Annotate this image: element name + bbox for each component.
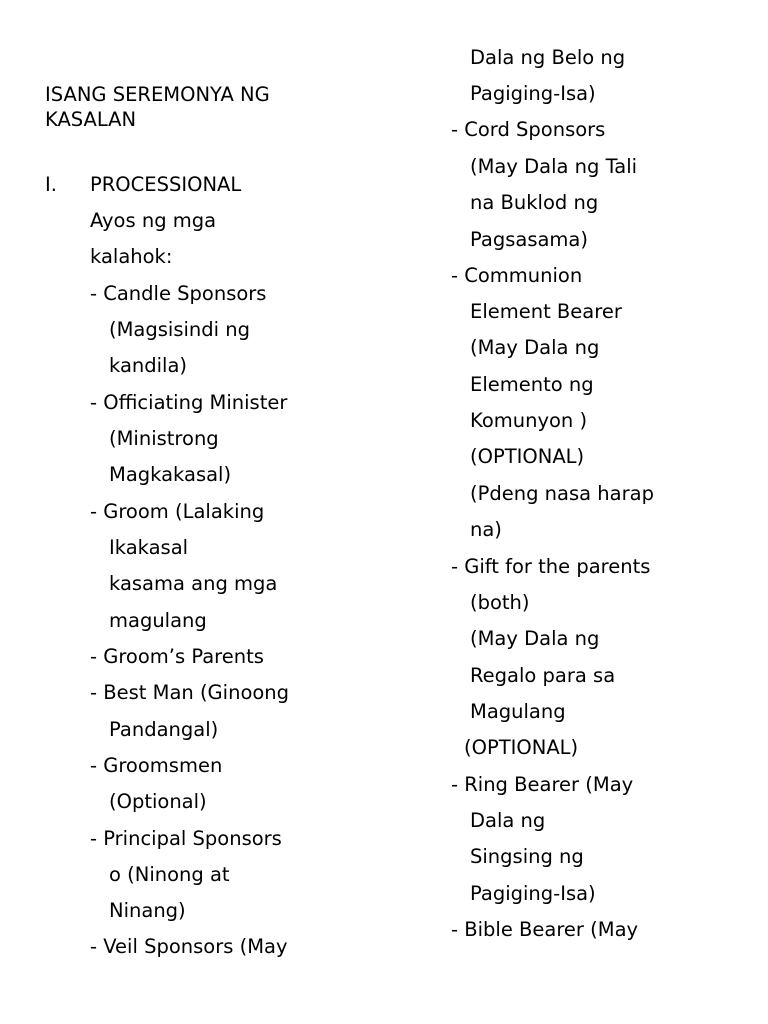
- right-column-line: Dala ng Belo ng: [470, 46, 626, 69]
- left-column-line: kasama ang mga: [109, 572, 278, 595]
- right-column-line: na): [470, 518, 502, 541]
- left-column-line: o (Ninong at: [109, 863, 230, 886]
- right-column-line: - Bible Bearer (May: [451, 918, 639, 941]
- left-column-line: - Veil Sponsors (May: [90, 935, 288, 958]
- left-column-line: Pandangal): [109, 718, 219, 741]
- left-column-line: (Optional): [109, 790, 207, 813]
- right-column-line: (OPTIONAL): [464, 736, 579, 759]
- left-column-line: magulang: [109, 609, 207, 632]
- section-numeral: I.: [45, 173, 57, 196]
- left-column-line: - Candle Sponsors: [90, 282, 267, 305]
- right-column-line: (May Dala ng: [470, 336, 600, 359]
- right-column-line: - Gift for the parents: [451, 555, 651, 578]
- left-column-line: kandila): [109, 354, 188, 377]
- left-column-line: Ayos ng mga: [90, 209, 217, 232]
- right-column-line: Pagiging-Isa): [470, 882, 596, 905]
- right-column-line: (both): [470, 591, 530, 614]
- section-heading: PROCESSIONAL: [90, 173, 242, 196]
- right-column-line: (OPTIONAL): [470, 445, 585, 468]
- right-column-line: Regalo para sa: [470, 664, 616, 687]
- left-column-line: Magkakasal): [109, 463, 232, 486]
- right-column-line: Element Bearer: [470, 300, 622, 323]
- left-column-line: - Groomsmen: [90, 754, 223, 777]
- right-column-line: - Communion: [451, 264, 583, 287]
- left-column-line: - Officiating Minister: [90, 391, 288, 414]
- right-column-line: Pagsasama): [470, 228, 588, 251]
- document-title-line-2: KASALAN: [45, 108, 137, 131]
- right-column-line: Komunyon ): [470, 409, 588, 432]
- right-column-line: - Cord Sponsors: [451, 118, 606, 141]
- left-column-line: (Magsisindi ng: [109, 318, 251, 341]
- left-column-line: - Best Man (Ginoong: [90, 681, 290, 704]
- left-column-line: (Ministrong: [109, 427, 219, 450]
- right-column-line: Magulang: [470, 700, 566, 723]
- left-column-line: kalahok:: [90, 245, 173, 268]
- left-column-line: Ikakasal: [109, 536, 189, 559]
- left-column-line: Ninang): [109, 899, 186, 922]
- left-column-line: - Groom (Lalaking: [90, 500, 265, 523]
- right-column-line: (May Dala ng Tali: [470, 155, 638, 178]
- left-column-line: - Groom’s Parents: [90, 645, 264, 668]
- right-column-line: Singsing ng: [470, 845, 584, 868]
- left-column-line: - Principal Sponsors: [90, 827, 282, 850]
- right-column-line: (Pdeng nasa harap: [470, 482, 654, 505]
- right-column-line: Pagiging-Isa): [470, 82, 596, 105]
- right-column-line: na Buklod ng: [470, 191, 599, 214]
- right-column-line: - Ring Bearer (May: [451, 773, 634, 796]
- document-title-line-1: ISANG SEREMONYA NG: [45, 83, 270, 106]
- right-column-line: (May Dala ng: [470, 627, 600, 650]
- right-column-line: Elemento ng: [470, 373, 594, 396]
- right-column-line: Dala ng: [470, 809, 546, 832]
